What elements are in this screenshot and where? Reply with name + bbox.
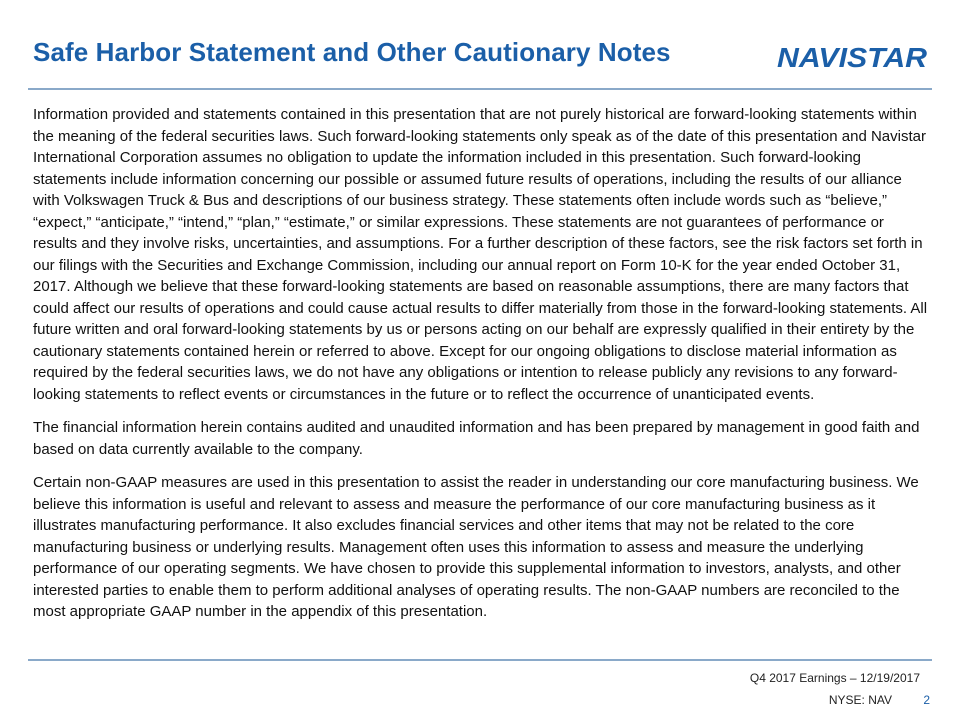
logo-wordmark: NAVISTAR — [777, 42, 928, 72]
navistar-logo — [774, 42, 930, 72]
non-gaap-paragraph: Certain non-GAAP measures are used in this presentation to assist the reader in understanding our core manufacturing business. We believe this information is useful and relevant to assess and measure the performance of our core manufacturing business as it illustrates manufacturing performance. It also excludes financial services and other items that may not be related to the core manufacturing business or underlying results. Management often uses this information to assess and measure the underlying performance of our operating segments. We have chosen to provide this supplemental information to investors, analysts, and other interested parties to enable them to perform additional analyses of operating results. The non-GAAP numbers are reconciled to the most appropriate GAAP number in the appendix of this presentation. — [33, 474, 919, 620]
safe-harbor-paragraph: Information provided and statements contained in this presentation that are not purely historical are forward-looking statements within the meaning of the federal securities laws. Such forward-looking statements only speak as of the date of this presentation and Navistar International Corporation assumes no obligation to update the information included in this presentation. Such forward-looking statements include information concerning our possible or assumed future results of operations, including the results of our alliance with Volkswagen Truck & Bus and descriptions of our business strategy. These statements often include words such as “believe,” “expect,” “anticipate,” “intend,” “plan,” “estimate,” or similar expressions. These statements are not guarantees of performance or results and they involve risks, uncertainties, and assumptions. For a further description of these factors, see the risk factors set forth in our filings with the Securities and Exchange Commission, including our annual report on Form 10-K for the year ended October 31, 2017. Although we believe that these forward-looking statements are based on reasonable assumptions, there are many factors that could affect our results of operations and could cause actual results to differ materially from those in the forward-looking statements. All future written and oral forward-looking statements by us or persons acting on our behalf are expressly qualified in their entirety by the cautionary statements contained herein or referred to above. Except for our ongoing obligations to disclose material information as required by the federal securities laws, we do not have any obligations or intention to release publicly any revisions to any forward-looking statements to reflect events or circumstances in the future or to reflect the occurrence of unanticipated events. — [33, 106, 928, 403]
page-title: Safe Harbor Statement and Other Cautionary Notes — [33, 37, 671, 67]
header-divider — [28, 88, 932, 90]
footer-divider — [28, 659, 932, 661]
footer-event-date: Q4 2017 Earnings – 12/19/2017 — [749, 671, 920, 685]
financial-info-paragraph: The financial information herein contains audited and unaudited information and has been prepared by management in good faith and based on data currently available to the company. — [33, 419, 920, 458]
body-text — [33, 104, 929, 635]
footer-ticker: NYSE: NAV — [828, 693, 892, 707]
page-number: 2 — [923, 693, 930, 707]
